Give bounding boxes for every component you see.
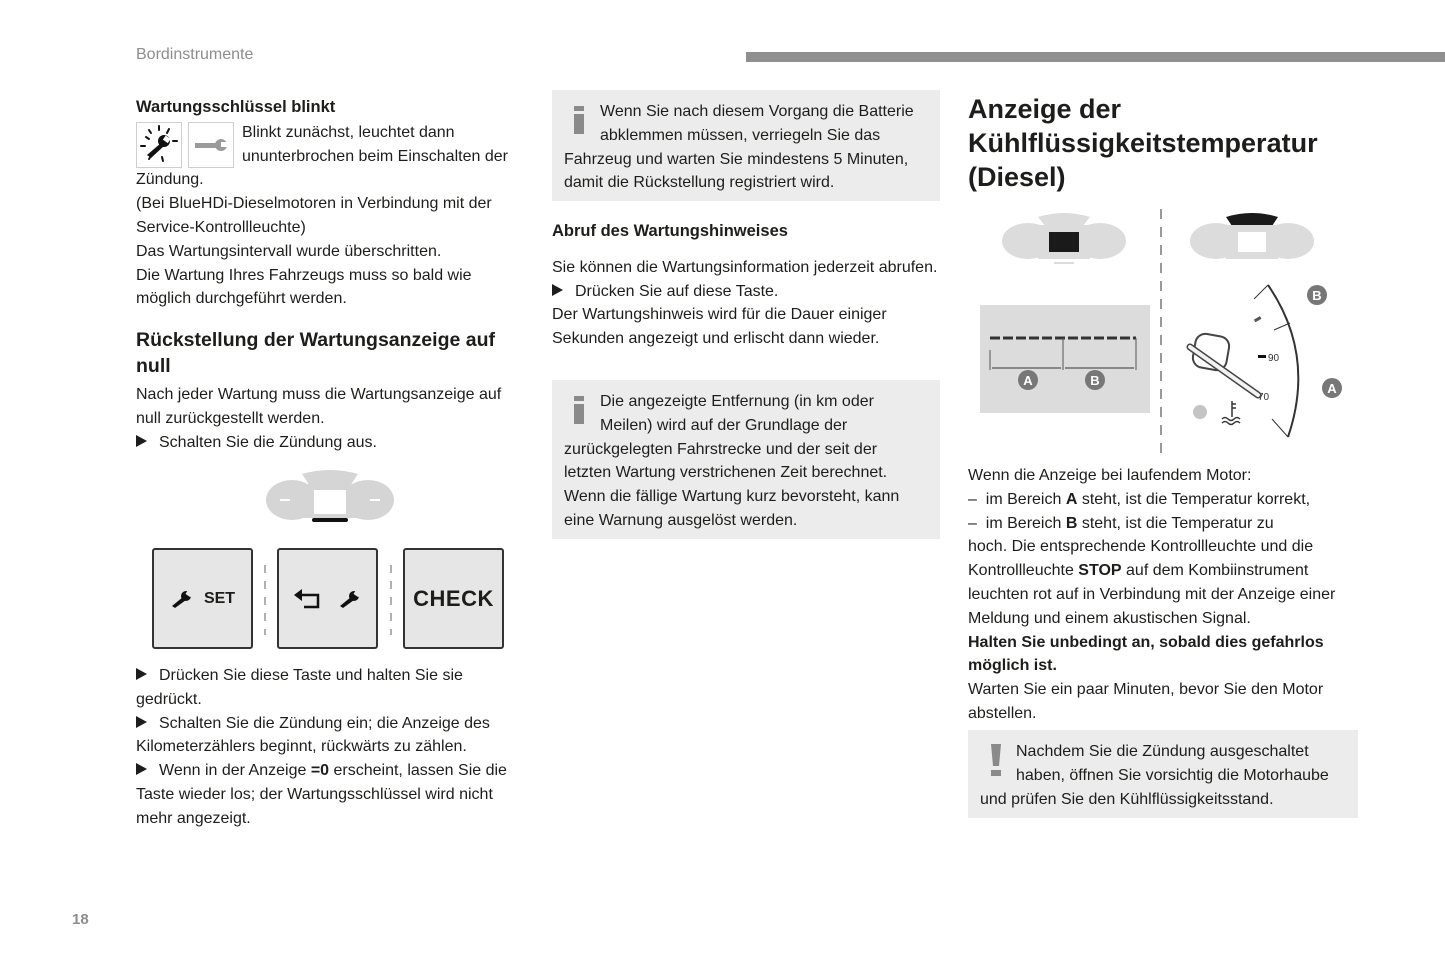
return-arrow-icon bbox=[292, 587, 324, 611]
range-a-item: – im Bereich A steht, ist die Temperatur korrekt, bbox=[968, 490, 1311, 508]
warning-lamp bbox=[1193, 405, 1207, 419]
step-ignition-off-text: Schalten Sie die Zündung aus. bbox=[159, 433, 377, 451]
wait-text: Warten Sie ein paar Minuten, bevor Sie den Motor abstellen. bbox=[968, 681, 1324, 722]
bullet-arrow-icon bbox=[136, 716, 147, 728]
label-a: A bbox=[1023, 373, 1033, 388]
gauge-label-a: A bbox=[1327, 381, 1337, 396]
info-icon bbox=[564, 390, 600, 434]
step-press-text: Drücken Sie diese Taste und halten Sie sie gedrückt. bbox=[136, 667, 463, 708]
cluster-left bbox=[1002, 213, 1126, 264]
range-a-bold: A bbox=[1065, 490, 1078, 508]
column-2-recall bbox=[552, 220, 940, 351]
cont-text-1: hoch. Die entsprechende Kontrollleuchte und die Kontrollleuchte bbox=[968, 538, 1314, 580]
stop-bold: STOP bbox=[1078, 562, 1122, 580]
tick-70: 70 bbox=[1258, 392, 1270, 403]
check-button[interactable] bbox=[403, 548, 504, 649]
bullet-arrow-icon bbox=[136, 668, 147, 680]
range-a-pre: im Bereich bbox=[985, 490, 1066, 508]
range-b-item: – im Bereich B steht, ist die Temperatur zu bbox=[968, 514, 1274, 532]
step-release-bold: =0 bbox=[310, 762, 330, 780]
bluehdi-text: (Bei BlueHDi-Dieselmotoren in Verbindung mit der Service-Kontrollleuchte) bbox=[136, 195, 492, 236]
separator bbox=[390, 565, 392, 635]
stop-warning: Halten Sie unbedingt an, sobald dies gefahrlos möglich ist. bbox=[968, 633, 1324, 675]
tick-90: 90 bbox=[1268, 353, 1280, 364]
label-b: B bbox=[1090, 373, 1100, 388]
recall-intro: Sie können die Wartungsinformation jederzeit abrufen. bbox=[552, 258, 938, 276]
warning-icon bbox=[980, 740, 1016, 784]
blink-block bbox=[136, 121, 528, 192]
warning-icons bbox=[136, 122, 234, 168]
column-3-text bbox=[968, 464, 1358, 726]
column-1-steps bbox=[136, 664, 528, 831]
blink-text-3: Zündung. bbox=[136, 171, 204, 189]
page-number: 18 bbox=[72, 911, 89, 928]
header-bar bbox=[746, 52, 1445, 62]
bullet-arrow-icon bbox=[136, 763, 147, 775]
wrench-grey-icon bbox=[188, 122, 234, 168]
range-b-bold: B bbox=[1065, 514, 1078, 532]
back-wrench-button[interactable] bbox=[277, 548, 378, 649]
set-label: SET bbox=[203, 589, 236, 607]
heading-recall: Abruf des Wartungshinweises bbox=[552, 222, 788, 240]
step-release bbox=[136, 759, 528, 830]
wrench-icon bbox=[170, 589, 196, 609]
bullet-arrow-icon bbox=[552, 284, 563, 296]
recall-step bbox=[552, 280, 940, 304]
section-label: Bordinstrumente bbox=[136, 46, 254, 63]
step-ignition-on bbox=[136, 712, 528, 760]
cont-text-2: auf dem Kombiinstrument leuchten rot auf in Verbindung mit der Anzeige einer Meldung und einem akustischen Signal. bbox=[968, 562, 1336, 627]
note-distance-text: Die angezeigte Entfernung (in km oder Meilen) wird auf der Grundlage der zurückgelegten Fahrstrecke und der seit der letzten Wartung verstrichenen Zeit berechnet. Wenn die fällige Wartung kurz bevorsteht, kann eine Warnung ausgelöst werden. bbox=[564, 393, 900, 529]
wrench-blinking-icon bbox=[136, 122, 182, 168]
set-button[interactable] bbox=[152, 548, 253, 649]
recall-result: Der Wartungshinweis wird für die Dauer einiger Sekunden angezeigt und erlischt dann wieder. bbox=[552, 306, 887, 348]
blink-text-2: ununterbrochen beim Einschalten der bbox=[242, 147, 508, 165]
service-text: Die Wartung Ihres Fahrzeugs muss so bald wie möglich durchgeführt werden. bbox=[136, 266, 472, 308]
coolant-temperature-icon bbox=[1222, 401, 1240, 425]
gauge-label-b: B bbox=[1312, 288, 1322, 303]
range-a-post: steht, ist die Temperatur korrekt, bbox=[1077, 490, 1311, 508]
coolant-intro: Wenn die Anzeige bei laufendem Motor: bbox=[968, 467, 1252, 484]
note-hood bbox=[968, 730, 1358, 818]
range-b-pre: im Bereich bbox=[985, 514, 1066, 532]
recall-step-text: Drücken Sie auf diese Taste. bbox=[575, 282, 779, 300]
note-battery bbox=[552, 90, 940, 201]
step-ignition-on-text: Schalten Sie die Zündung ein; die Anzeige des Kilometerzählers beginnt, rückwärts zu zählen. bbox=[136, 714, 490, 756]
note-hood-text: Nachdem Sie die Zündung ausgeschaltet haben, öffnen Sie vorsichtig die Motorhaube und prüfen Sie den Kühlflüssigkeitsstand. bbox=[980, 743, 1329, 808]
blink-text-1: Blinkt zunächst, leuchtet dann bbox=[242, 123, 455, 141]
check-label: CHECK bbox=[413, 585, 494, 611]
note-distance bbox=[552, 380, 940, 539]
step-press bbox=[136, 664, 528, 712]
interval-text: Das Wartungsintervall wurde überschritten. bbox=[136, 242, 442, 260]
note-battery-text: Wenn Sie nach diesem Vorgang die Batterie abklemmen müssen, verriegeln Sie das Fahrzeug und warten Sie mindestens 5 Minuten, damit die Rückstellung registriert wird. bbox=[564, 103, 914, 192]
step-release-text-1: Wenn in der Anzeige bbox=[159, 762, 311, 780]
heading-wrench-blinking: Wartungsschlüssel blinkt bbox=[136, 98, 336, 116]
step-ignition-off bbox=[136, 431, 528, 455]
range-b-post: steht, ist die Temperatur zu bbox=[1077, 514, 1274, 532]
range-b-continuation bbox=[968, 535, 1358, 630]
wrench-icon bbox=[338, 589, 364, 609]
instrument-cluster-illustration bbox=[266, 468, 394, 529]
page-title: Anzeige der Kühlflüssigkeitstemperatur (Diesel) bbox=[968, 94, 1318, 192]
info-icon bbox=[564, 100, 600, 144]
column-1 bbox=[136, 96, 528, 455]
separator bbox=[264, 565, 266, 635]
heading-reset: Rückstellung der Wartungsanzeige auf null bbox=[136, 329, 495, 378]
reset-intro: Nach jeder Wartung muss die Wartungsanzeige auf null zurückgestellt werden. bbox=[136, 386, 502, 427]
coolant-temperature-diagram bbox=[968, 205, 1358, 457]
cluster-right bbox=[1190, 213, 1314, 259]
step-release-text-2: erscheint, lassen Sie die Taste wieder los; der Wartungsschlüssel wird nicht mehr angezeigt. bbox=[136, 762, 507, 827]
bullet-arrow-icon bbox=[136, 435, 147, 447]
